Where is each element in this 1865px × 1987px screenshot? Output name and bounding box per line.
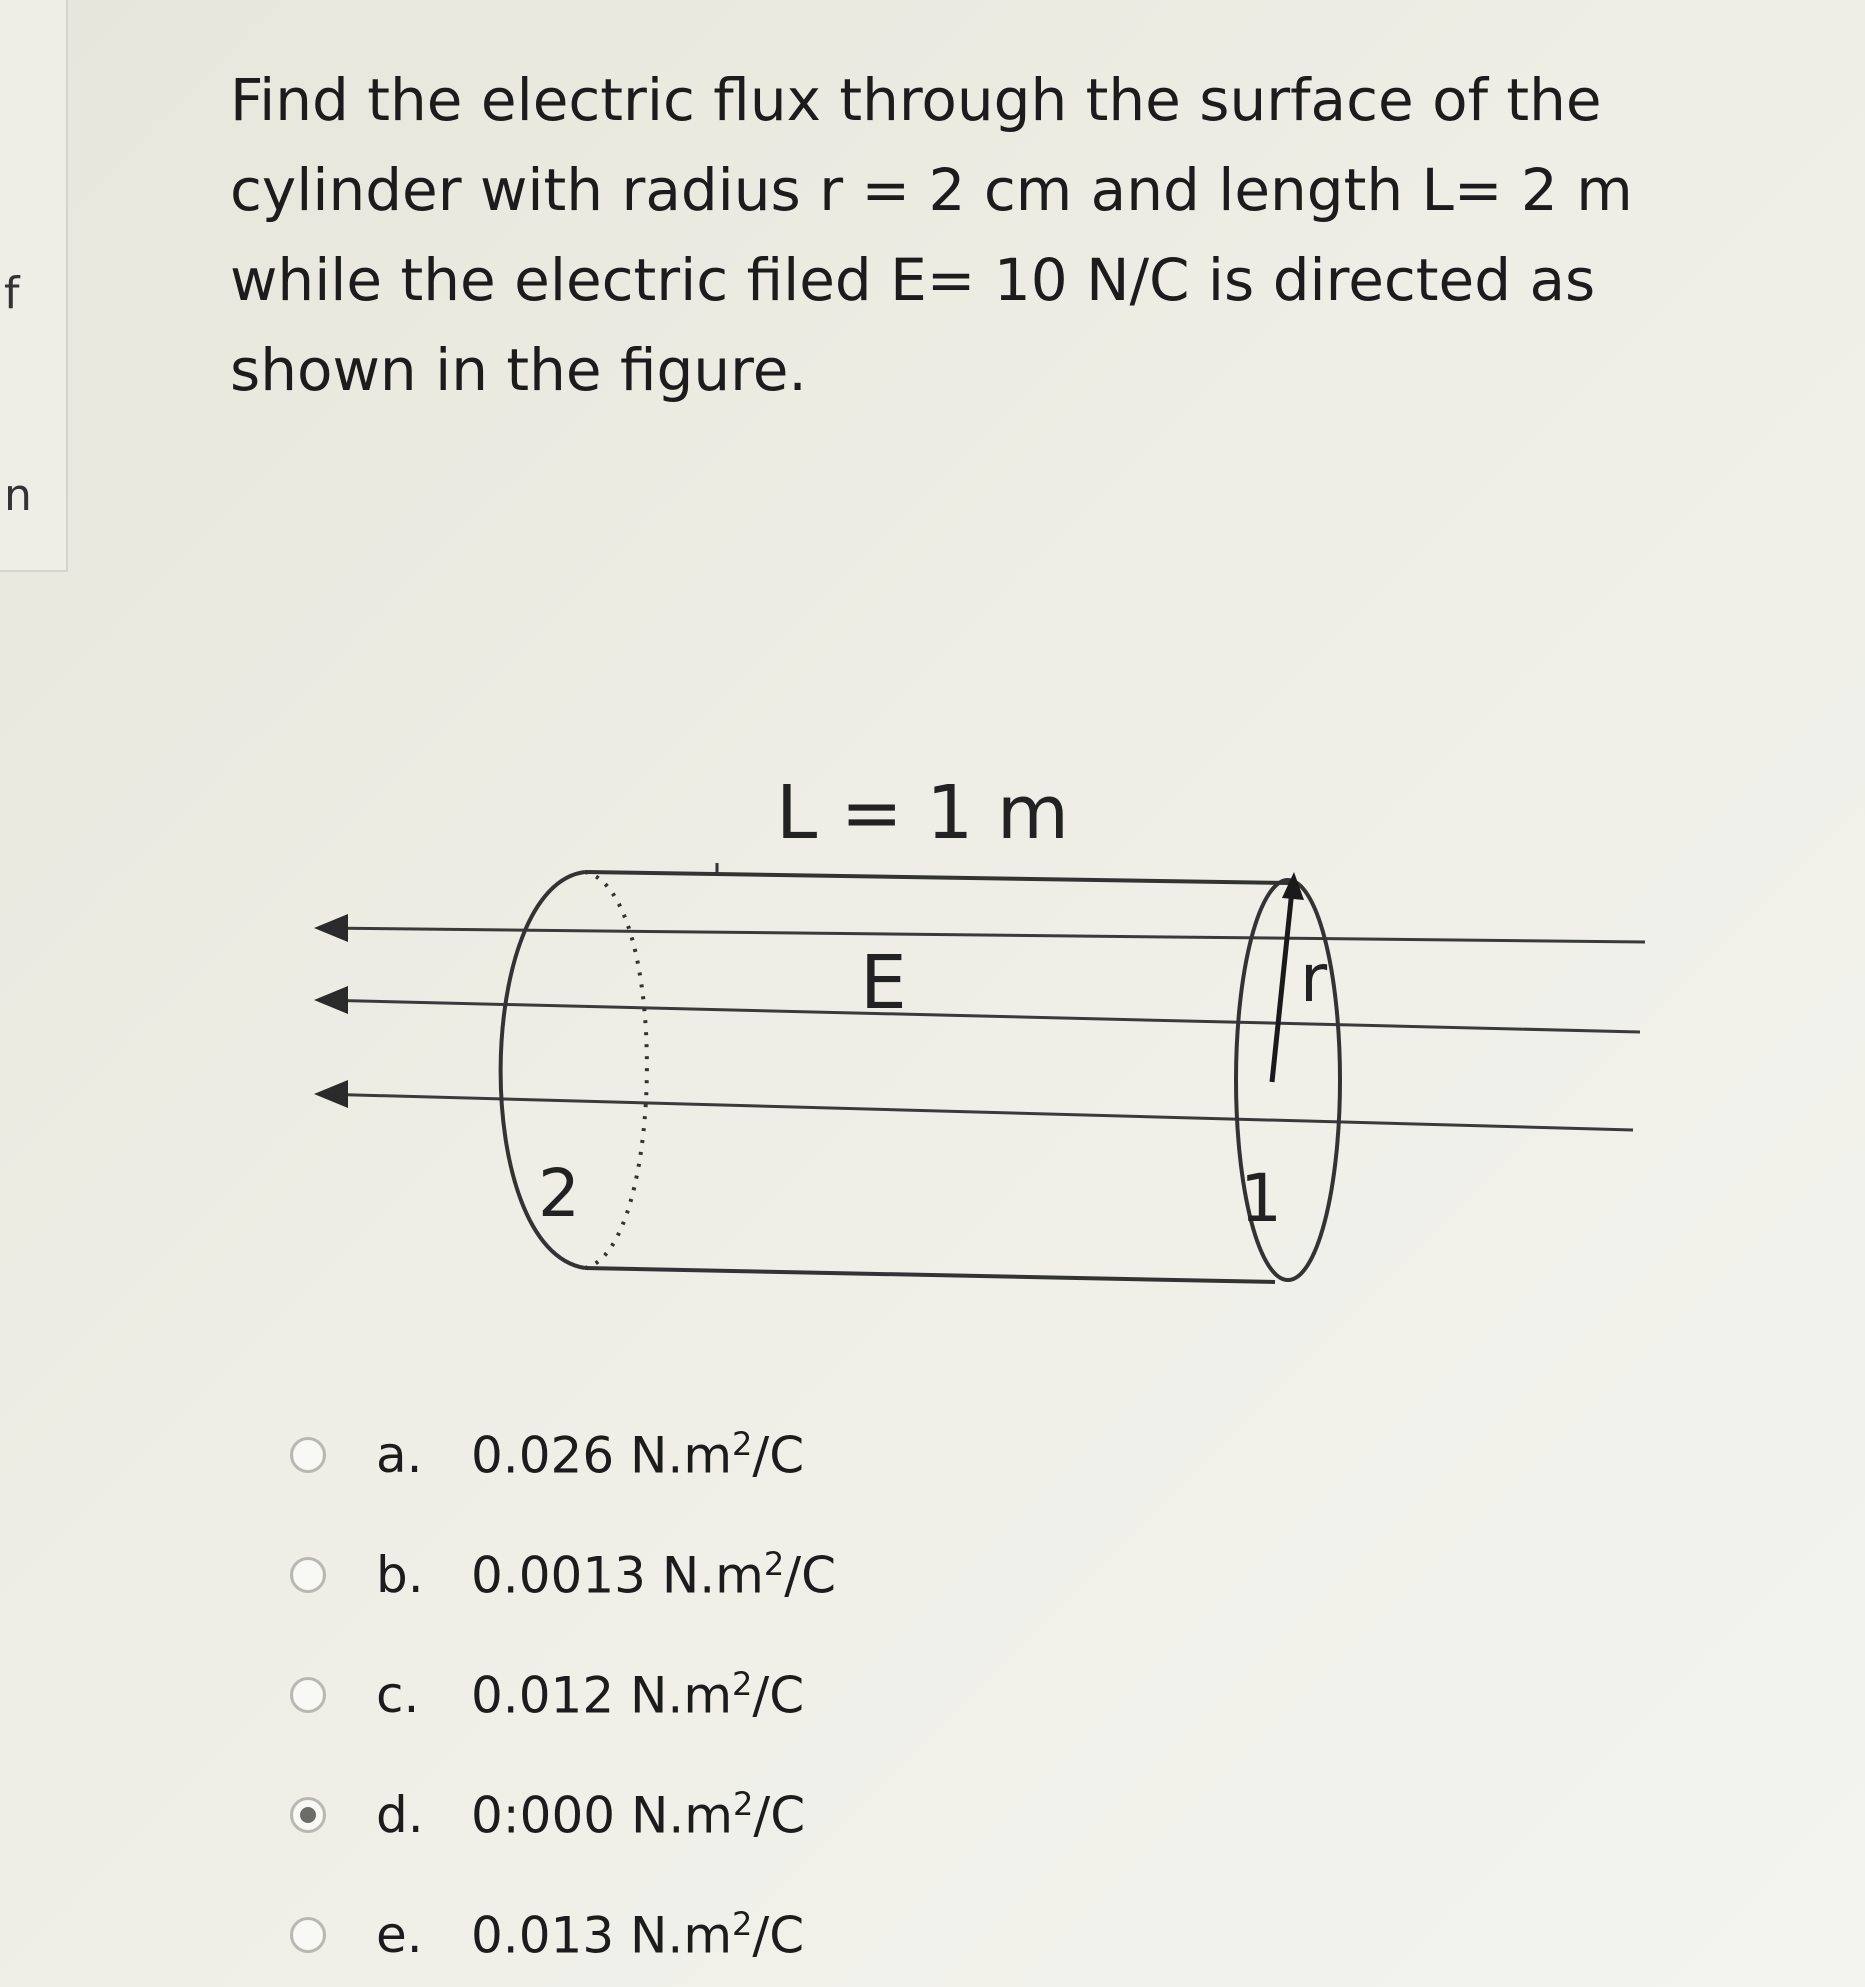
radius-line (1272, 890, 1292, 1082)
choice-letter: c. (376, 1666, 420, 1724)
choice-value: 0:000 $N.m^2/C$ (471, 1785, 806, 1845)
choice-a[interactable] (290, 1410, 990, 1500)
field-arrowhead (314, 1080, 348, 1108)
cylinder-figure (300, 760, 1670, 1320)
choice-letter: d. (376, 1786, 424, 1844)
field-line (320, 1094, 1633, 1130)
choice-value: 0.026 $N.m^2/C$ (471, 1425, 805, 1485)
choice-value: 0.013 $N.m^2/C$ (471, 1905, 805, 1965)
choice-e[interactable] (290, 1890, 990, 1980)
choice-value: 0.012 $N.m^2/C$ (471, 1665, 805, 1725)
choice-d[interactable] (290, 1770, 990, 1860)
cylinder-top-edge (585, 872, 1290, 883)
radio-button[interactable] (290, 1917, 326, 1953)
choice-c[interactable] (290, 1650, 990, 1740)
choice-value: 0.0013 $N.m^2/C$ (471, 1545, 836, 1605)
choice-letter: a. (376, 1426, 423, 1484)
radius-label: r (1300, 940, 1328, 1017)
radio-button[interactable] (290, 1797, 326, 1833)
choice-b[interactable] (290, 1530, 990, 1620)
side-panel-char: n (4, 470, 32, 521)
radio-button[interactable] (290, 1677, 326, 1713)
side-panel (0, 0, 68, 572)
radio-button[interactable] (290, 1437, 326, 1473)
length-label: L = 1 m (776, 770, 1069, 856)
side-panel-char: f (4, 268, 20, 319)
choice-letter: e. (376, 1906, 423, 1964)
field-arrowhead (314, 986, 348, 1014)
choice-letter: b. (376, 1546, 424, 1604)
cylinder-bottom-edge (585, 1268, 1275, 1282)
end-label-1: 1 (1240, 1160, 1282, 1237)
question-text: Find the electric flux through the surface of the cylinder with radius r = 2 cm and length L= 2 m while the electric filed E= 10 N/C is directed as shown in the figure. (230, 66, 1633, 404)
field-line (320, 928, 1645, 942)
end-label-2: 2 (538, 1155, 580, 1232)
field-line (320, 1000, 1640, 1032)
field-label: E (860, 940, 907, 1026)
field-arrowhead (314, 914, 348, 942)
radio-button[interactable] (290, 1557, 326, 1593)
